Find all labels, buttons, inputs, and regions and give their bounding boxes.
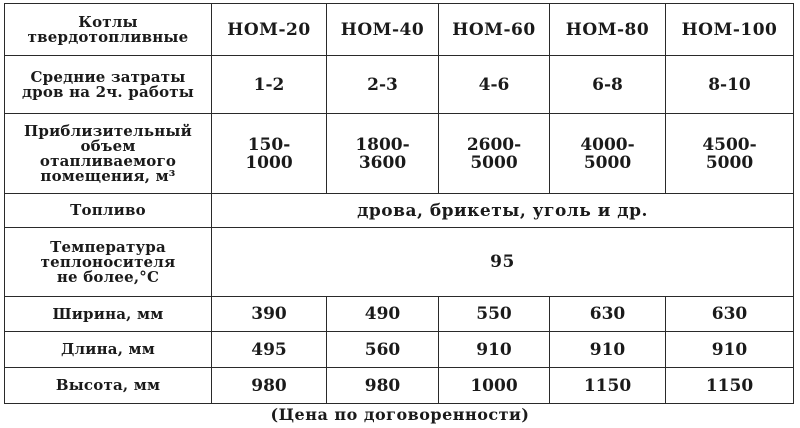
table-cell: 1150 — [550, 368, 666, 404]
table-cell: 630 — [666, 297, 794, 332]
model-name: НОМ-100 — [666, 4, 794, 56]
table-cell: 1000 — [439, 368, 550, 404]
table-cell: 6-8 — [550, 56, 666, 114]
price-note: (Цена по договоренности) — [270, 405, 530, 424]
row-label: Топливо — [5, 194, 212, 228]
table-cell: 2600- 5000 — [439, 114, 550, 194]
row-label: Средние затраты дров на 2ч. работы — [5, 56, 212, 114]
table-cell: 910 — [550, 332, 666, 368]
table-row-width — [5, 297, 794, 332]
model-name: НОМ-20 — [212, 4, 327, 56]
boiler-spec-table — [4, 3, 794, 404]
table-cell: 550 — [439, 297, 550, 332]
table-row-temperature — [5, 228, 794, 297]
table-row-wood-consumption — [5, 56, 794, 114]
table-cell: 980 — [212, 368, 327, 404]
table-cell: 150- 1000 — [212, 114, 327, 194]
table-cell: 1150 — [666, 368, 794, 404]
table-cell: 390 — [212, 297, 327, 332]
model-name: НОМ-40 — [327, 4, 439, 56]
table-cell: 4500- 5000 — [666, 114, 794, 194]
row-label: Температура теплоносителя не более,°С — [5, 228, 212, 297]
table-row-height — [5, 368, 794, 404]
table-cell: 910 — [439, 332, 550, 368]
table-cell: 495 — [212, 332, 327, 368]
temperature-value: 95 — [212, 228, 794, 297]
row-label: Ширина, мм — [5, 297, 212, 332]
table-cell: 4-6 — [439, 56, 550, 114]
table-row-length — [5, 332, 794, 368]
header-label: Котлы твердотопливные — [5, 4, 212, 56]
table-cell: 980 — [327, 368, 439, 404]
fuel-value: дрова, брикеты, уголь и др. — [212, 194, 794, 228]
row-label: Высота, мм — [5, 368, 212, 404]
model-name: НОМ-60 — [439, 4, 550, 56]
row-label: Длина, мм — [5, 332, 212, 368]
table-cell: 560 — [327, 332, 439, 368]
table-cell: 490 — [327, 297, 439, 332]
row-label: Приблизительный объем отапливаемого помещения, м³ — [5, 114, 212, 194]
table-cell: 910 — [666, 332, 794, 368]
table-cell: 630 — [550, 297, 666, 332]
table-cell: 1800- 3600 — [327, 114, 439, 194]
table-row-fuel — [5, 194, 794, 228]
table-cell: 1-2 — [212, 56, 327, 114]
header-row — [5, 4, 794, 56]
table-cell: 2-3 — [327, 56, 439, 114]
table-cell: 8-10 — [666, 56, 794, 114]
table-row-heated-volume — [5, 114, 794, 194]
model-name: НОМ-80 — [550, 4, 666, 56]
table-cell: 4000- 5000 — [550, 114, 666, 194]
